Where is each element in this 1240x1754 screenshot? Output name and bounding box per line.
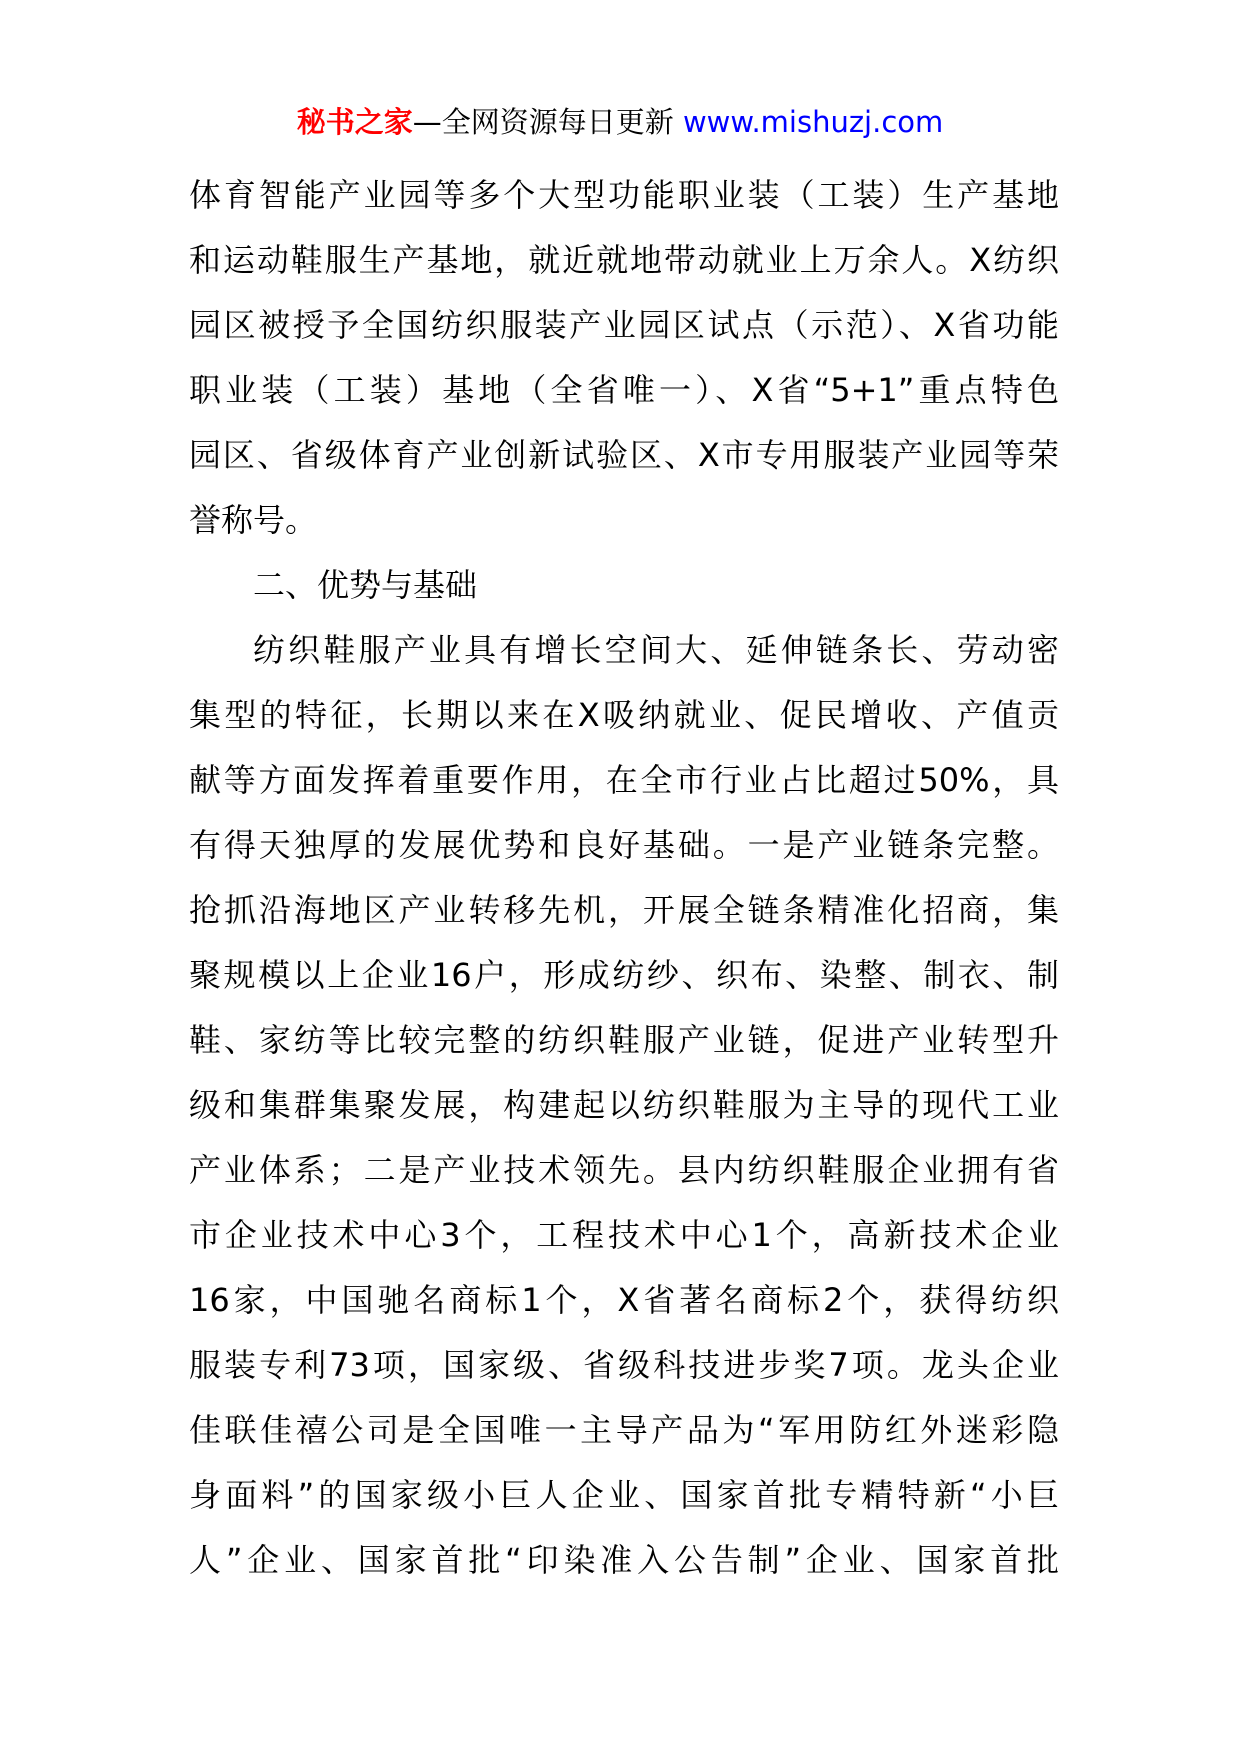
text-line: 和运动鞋服生产基地，就近就地带动就业上万余人。X纺织 xyxy=(189,241,1059,279)
text-line: 献等方面发挥着重要作用，在全市行业占比超过50%，具 xyxy=(189,761,1059,799)
text-line: 抢抓沿海地区产业转移先机，开展全链条精准化招商，集 xyxy=(189,891,1059,929)
text-line: 园区、省级体育产业创新试验区、X市专用服装产业园等荣 xyxy=(189,436,1059,474)
text-line: 市企业技术中心3个，工程技术中心1个，高新技术企业 xyxy=(189,1216,1059,1254)
text-line: 鞋、家纺等比较完整的纺织鞋服产业链，促进产业转型升 xyxy=(189,1021,1059,1059)
text-line: 服装专利73项，国家级、省级科技进步奖7项。龙头企业 xyxy=(189,1346,1059,1384)
text-line: 誉称号。 xyxy=(189,501,318,539)
site-brand: 秘书之家 xyxy=(296,105,413,139)
text-line: 纺织鞋服产业具有增长空间大、延伸链条长、劳动密 xyxy=(253,631,1059,669)
text-line: 身面料”的国家级小巨人企业、国家首批专精特新“小巨 xyxy=(189,1476,1059,1514)
page-header xyxy=(0,102,1240,142)
text-line: 产业体系；二是产业技术领先。县内纺织鞋服企业拥有省 xyxy=(189,1151,1059,1189)
text-line: 级和集群集聚发展，构建起以纺织鞋服为主导的现代工业 xyxy=(189,1086,1059,1124)
text-line: 集型的特征，长期以来在X吸纳就业、促民增收、产值贡 xyxy=(189,696,1059,734)
document-body xyxy=(189,163,1059,1593)
text-line: 16家，中国驰名商标1个，X省著名商标2个，获得纺织 xyxy=(189,1281,1059,1319)
site-tagline: —全网资源每日更新 xyxy=(412,105,683,139)
text-line: 园区被授予全国纺织服装产业园区试点（示范）、X省功能 xyxy=(189,306,1059,344)
text-line: 佳联佳禧公司是全国唯一主导产品为“军用防红外迷彩隐 xyxy=(189,1411,1059,1449)
text-line: 职业装（工装）基地（全省唯一）、X省“5+1”重点特色 xyxy=(189,371,1059,409)
text-line: 聚规模以上企业16户，形成纺纱、织布、染整、制衣、制 xyxy=(189,956,1059,994)
text-line: 体育智能产业园等多个大型功能职业装（工装）生产基地 xyxy=(189,176,1059,214)
text-line: 有得天独厚的发展优势和良好基础。一是产业链条完整。 xyxy=(189,826,1059,864)
site-url[interactable]: www.mishuzj.com xyxy=(682,105,944,139)
section-heading: 二、优势与基础 xyxy=(253,566,478,604)
text-line: 人”企业、国家首批“印染准入公告制”企业、国家首批 xyxy=(189,1541,1059,1579)
